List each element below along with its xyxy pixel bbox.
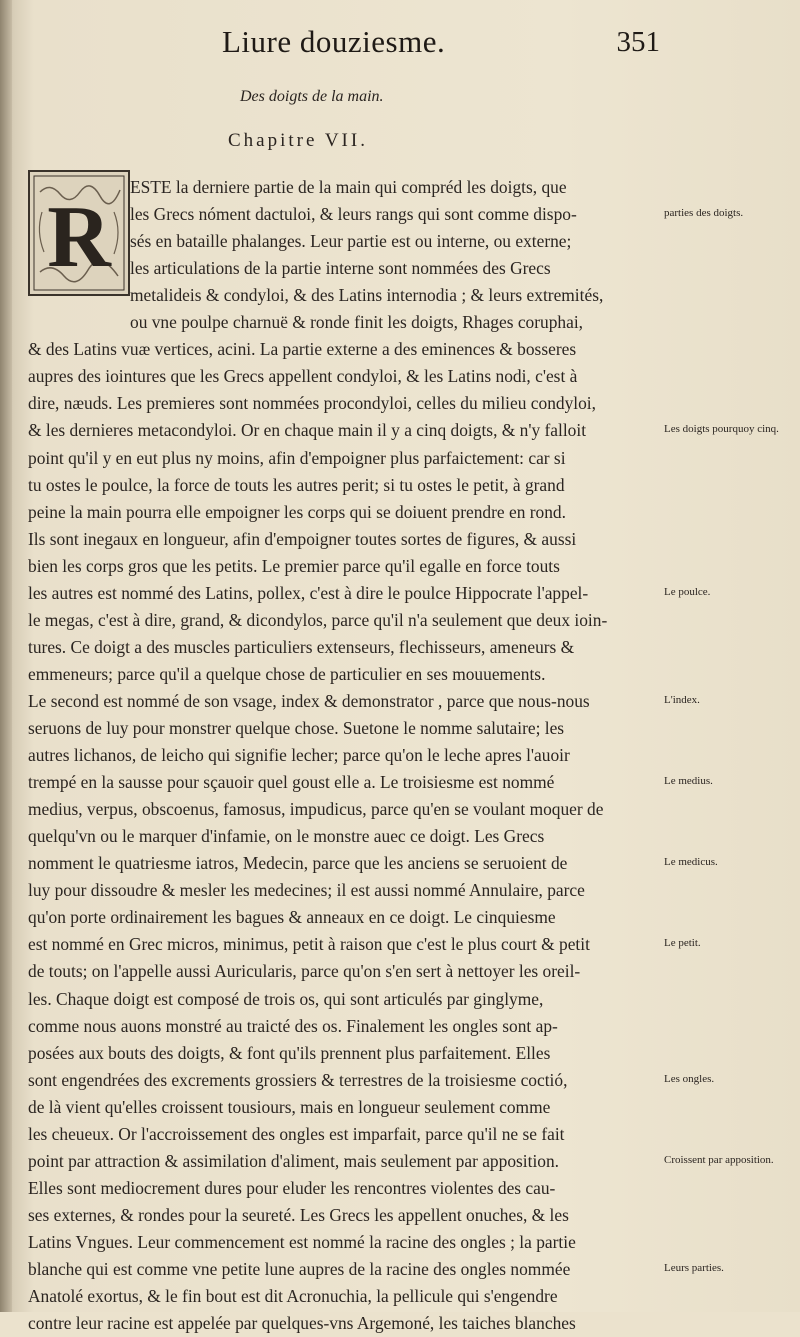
- margin-note: Leurs parties.: [664, 1262, 724, 1274]
- margin-note: Le petit.: [664, 937, 701, 950]
- running-head: [200, 20, 660, 70]
- text-line: les autres est nommé des Latins, pollex, c'est à dire le poulce Hippocrate l'appel-: [28, 582, 589, 603]
- text-line: autres lichanos, de leicho qui signifie lecher; parce qu'on le leche apres l'auoir: [28, 745, 570, 766]
- margin-note: parties des doigts.: [664, 207, 744, 220]
- text-line: blanche qui est comme vne petite lune aupres de la racine des ongles nommée: [28, 1259, 571, 1279]
- text-line: dire, næuds. Les premieres sont nommées procondyloi, celles du milieu condyloi,: [28, 393, 596, 414]
- text-line: nomment le quatriesme iatros, Medecin, parce que les anciens se seruoient de: [28, 853, 568, 874]
- text-line: ses externes, & rondes pour la seureté. Les Grecs les appellent onuches, & les: [28, 1204, 569, 1225]
- text-line: le megas, c'est à dire, grand, & dicondylos, parce qu'il n'a seulement que deux ioin-: [28, 609, 608, 630]
- section-title: Des doigts de la main.: [240, 88, 384, 105]
- book-spine: [0, 0, 12, 1312]
- text-line: comme nous auons monstré au traicté des os. Finalement les ongles sont ap-: [28, 1015, 558, 1036]
- margin-note: Croissent par apposition.: [664, 1153, 774, 1166]
- text-line: quelqu'vn ou le marquer d'infamie, on le monstre auec ce doigt. Les Grecs: [28, 826, 545, 847]
- text-line: tu ostes le poulce, la force de touts les autres perit; si tu ostes le petit, à grand: [28, 474, 565, 495]
- chapter-title: Chapitre VII.: [228, 130, 368, 151]
- text-line: trempé en la sausse pour sçauoir quel goust elle a. Le troisiesme est nommé: [28, 772, 555, 793]
- drop-cap-letter: R: [47, 189, 111, 286]
- text-line: medius, verpus, obscoenus, famosus, impudicus, parce qu'en se voulant moquer de: [28, 799, 604, 820]
- text-line: luy pour dissoudre & mesler les medecines; il est aussi nommé Annulaire, parce: [28, 880, 585, 901]
- text-line: point par attraction & assimilation d'aliment, mais seulement par apposition.: [28, 1150, 560, 1171]
- text-line: de là vient qu'elles croissent tousiours, mais en longueur seulement comme: [28, 1096, 551, 1117]
- text-line: contre leur racine est appelée par quelques-vns Argemoné, les taiches blanches: [28, 1313, 576, 1334]
- margin-note: Le poulce.: [664, 585, 711, 598]
- text-line: Ils sont inegaux en longueur, afin d'empoigner toutes sortes de figures, & aussi: [28, 528, 577, 549]
- text-line: metalideis & condyloi, & des Latins internodia ; & leurs extremités,: [130, 285, 604, 306]
- text-line: seruons de luy pour monstrer quelque chose. Suetone le nomme salutaire; les: [28, 718, 565, 738]
- text-line: Elles sont mediocrement dures pour eluder les rencontres violentes des cau-: [28, 1177, 556, 1198]
- text-line: les. Chaque doigt est composé de trois os, qui sont articulés par ginglyme,: [28, 988, 544, 1009]
- text-line: point qu'il y en eut plus ny moins, afin d'empoigner plus parfaictement: car si: [28, 447, 566, 468]
- text-line: tures. Ce doigt a des muscles particuliers extenseurs, flechisseurs, ameneurs &: [28, 636, 575, 657]
- body-text: [28, 174, 658, 1334]
- text-line: de touts; on l'appelle aussi Auricularis, parce qu'on s'en sert à nettoyer les oreil-: [28, 961, 581, 982]
- margin-note: L'index.: [664, 693, 700, 706]
- text-line: ESTE la derniere partie de la main qui compréd les doigts, que: [130, 177, 567, 197]
- text-line: posées aux bouts des doigts, & font qu'ils prennent plus parfaitement. Elles: [28, 1042, 551, 1063]
- running-title: Liure douziesme.: [222, 24, 446, 59]
- text-line: & des Latins vuæ vertices, acini. La partie externe a des eminences & bosseres: [28, 339, 577, 360]
- margin-note: Le medius.: [664, 775, 713, 788]
- text-line: sont engendrées des excrements grossiers & terrestres de la troisiesme coctió,: [28, 1069, 568, 1090]
- page-number: 351: [616, 26, 660, 58]
- text-line: & les dernieres metacondyloi. Or en chaque main il y a cinq doigts, & n'y falloit: [28, 420, 587, 441]
- margin-note: Le medicus.: [664, 856, 718, 869]
- text-line: emmeneurs; parce qu'il a quelque chose de particulier en ses mouuements.: [28, 663, 546, 684]
- text-line: ou vne poulpe charnuë & ronde finit les doigts, Rhages coruphai,: [130, 312, 584, 333]
- margin-note: Les ongles.: [664, 1072, 715, 1085]
- text-line: bien les corps gros que les petits. Le premier parce qu'il egalle en force touts: [28, 555, 560, 576]
- text-line: Anatolé exortus, & le fin bout est dit Acronuchia, la pellicule qui s'engendre: [28, 1286, 558, 1307]
- text-line: sés en bataille phalanges. Leur partie est ou interne, ou externe;: [130, 231, 572, 252]
- text-line: est nommé en Grec micros, minimus, petit à raison que c'est le plus court & petit: [28, 934, 590, 955]
- text-line: les cheueux. Or l'accroissement des ongles est imparfait, parce qu'il ne se fait: [28, 1123, 565, 1144]
- margin-note: Les doigts pourquoy cinq.: [664, 423, 779, 436]
- text-line: Le second est nommé de son vsage, index & demonstrator , parce que nous-nous: [28, 690, 590, 711]
- text-line: aupres des iointures que les Grecs appellent condyloi, & les Latins nodi, c'est à: [28, 366, 578, 387]
- text-line: Latins Vngues. Leur commencement est nommé la racine des ongles ; la partie: [28, 1231, 576, 1252]
- text-line: qu'on porte ordinairement les bagues & anneaux en ce doigt. Le cinquiesme: [28, 907, 556, 928]
- text-line: les articulations de la partie interne sont nommées des Grecs: [130, 258, 551, 279]
- text-line: les Grecs nóment dactuloi, & leurs rangs qui sont comme dispo-: [130, 204, 577, 225]
- text-line: peine la main pourra elle empoigner les corps qui se doiuent prendre en rond.: [28, 501, 566, 522]
